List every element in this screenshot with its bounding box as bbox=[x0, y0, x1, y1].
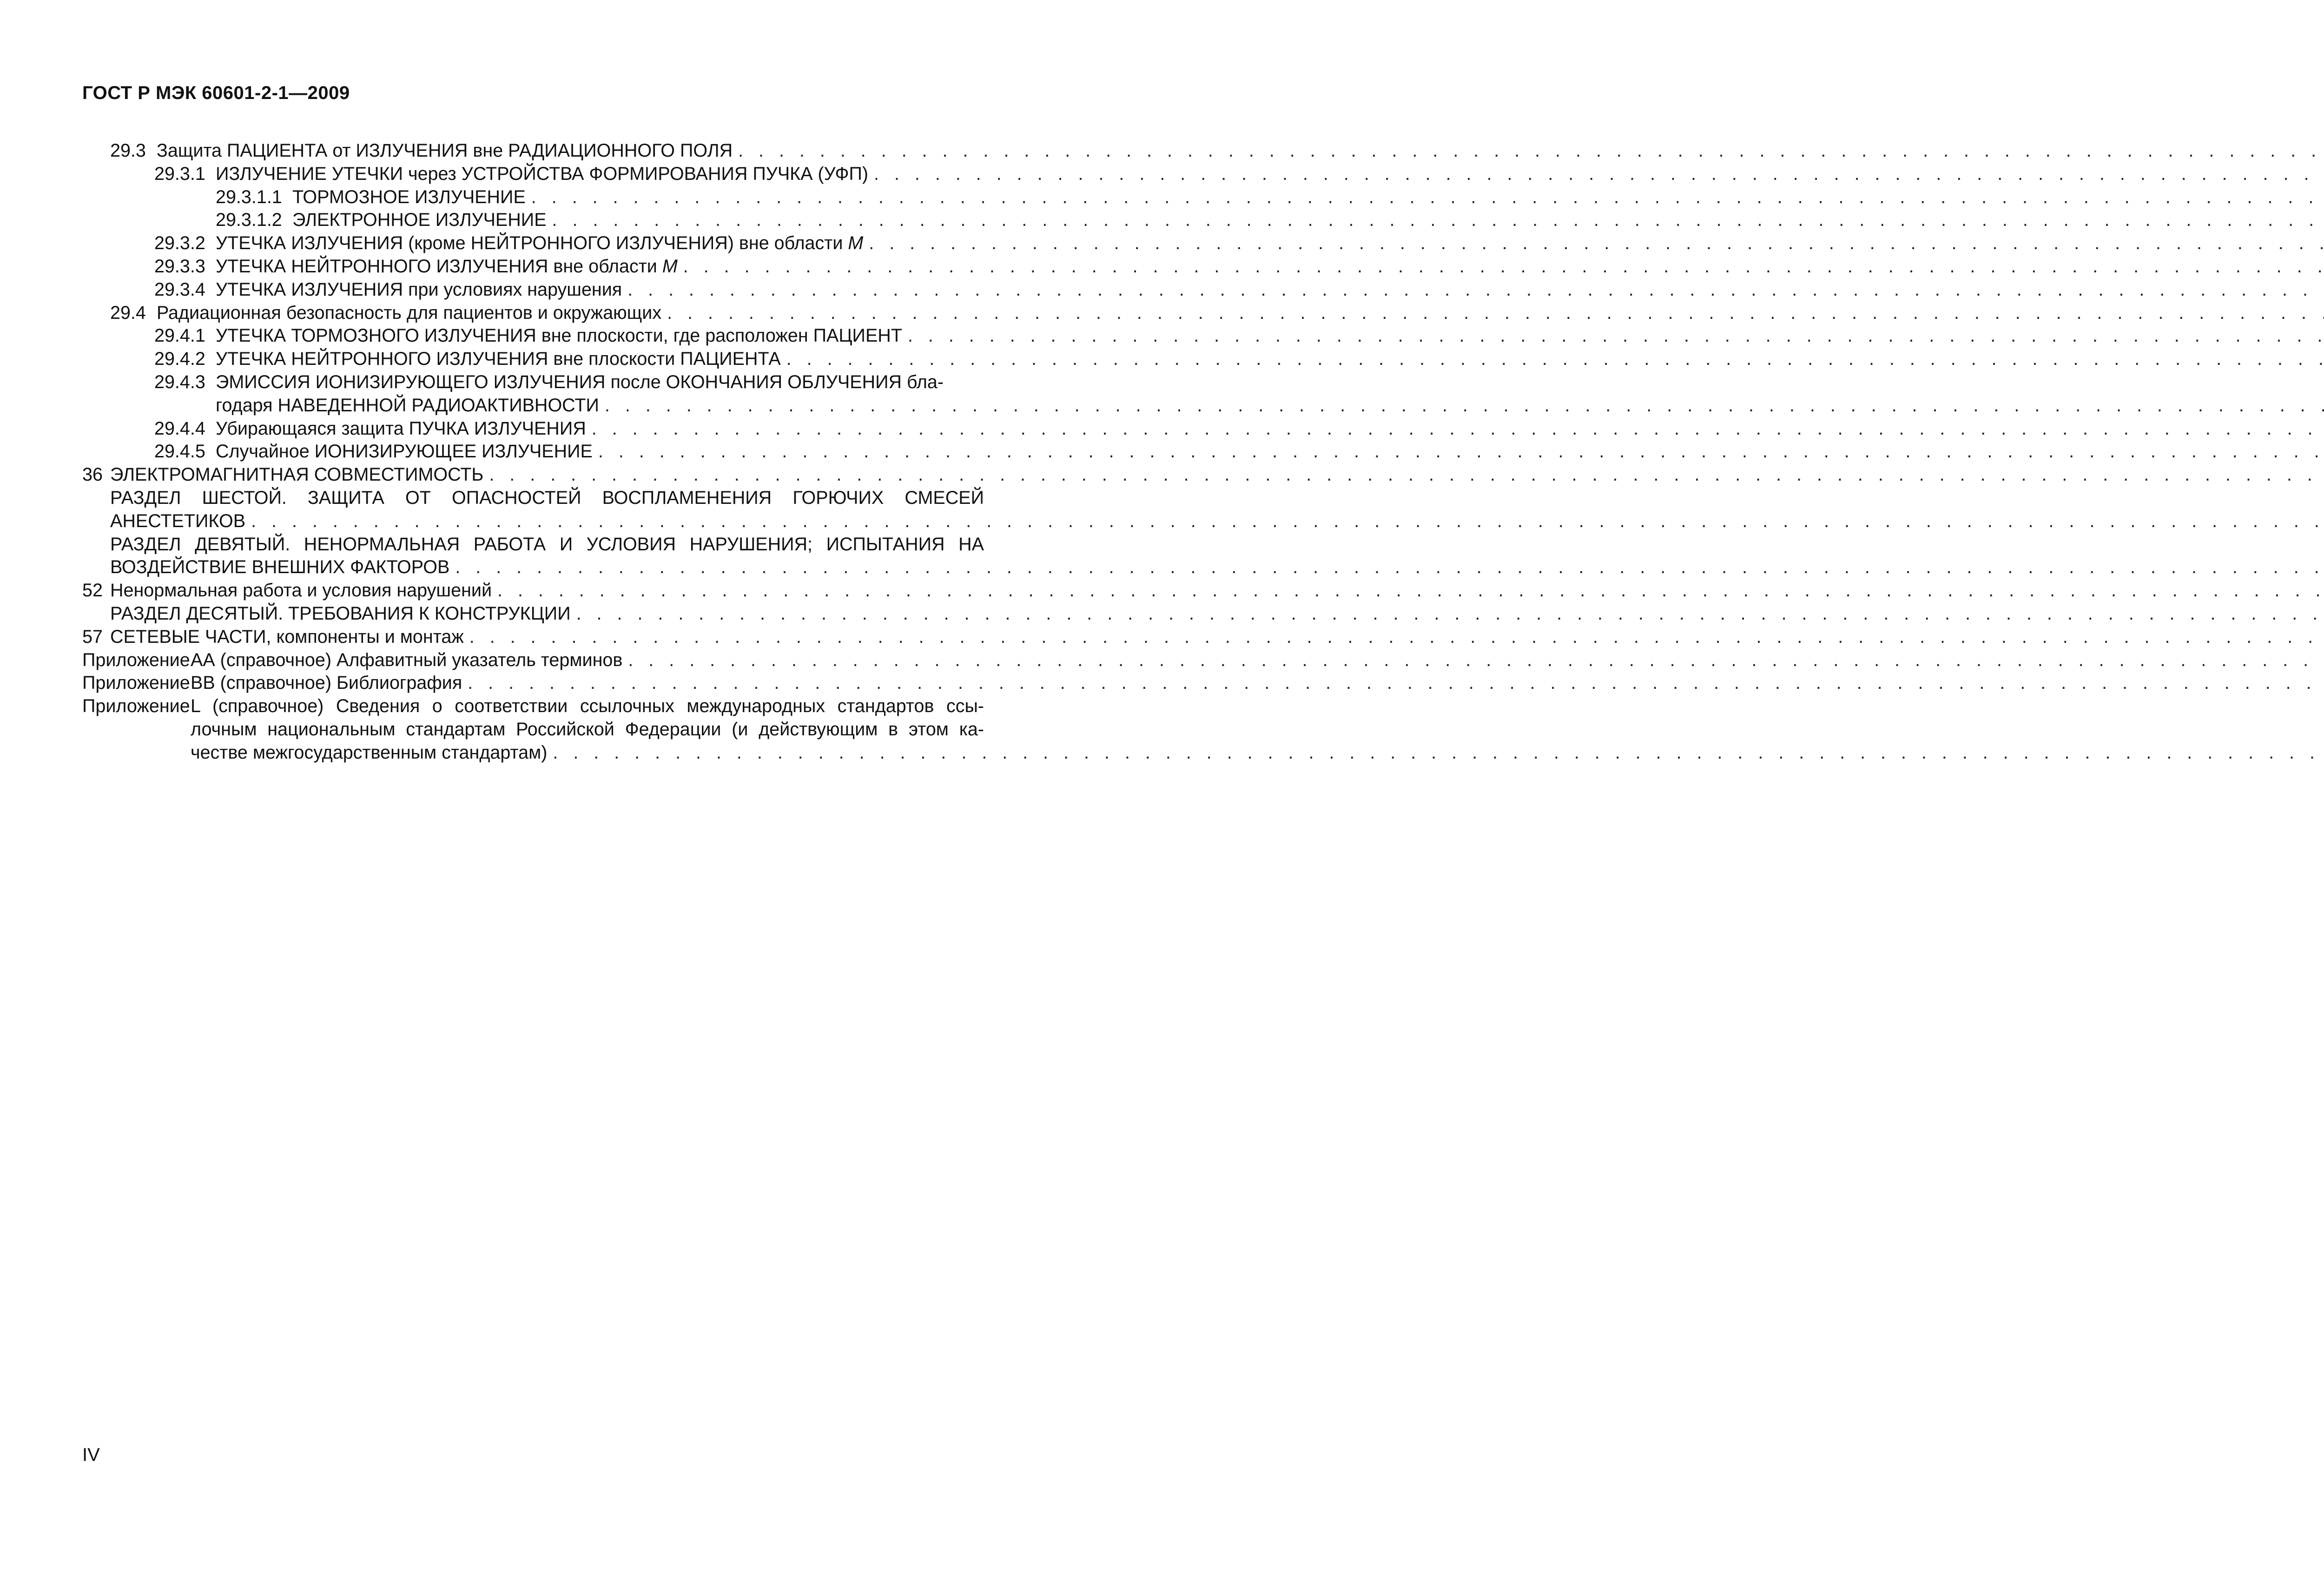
toc-number: 29.3.2 bbox=[154, 233, 205, 254]
toc-title: УТЕЧКА НЕЙТРОННОГО ИЗЛУЧЕНИЯ вне плоскости ПАЦИЕНТА bbox=[216, 349, 781, 370]
toc-title: ИЗЛУЧЕНИЕ УТЕЧКИ через УСТРОЙСТВА ФОРМИРОВАНИЯ ПУЧКА (УФП) bbox=[216, 163, 869, 184]
toc-entry-29-4-1 bbox=[82, 324, 1021, 348]
toc-number: 29.3.1 bbox=[154, 163, 205, 184]
toc-title: УТЕЧКА ИЗЛУЧЕНИЯ при условиях нарушения bbox=[216, 279, 622, 300]
toc-number: 36 bbox=[82, 464, 103, 485]
toc-entry-section-6 bbox=[82, 487, 1021, 533]
toc-title-line-2: АНЕСТЕТИКОВ bbox=[110, 510, 246, 531]
toc-leader bbox=[245, 510, 2324, 533]
toc-number: 29.3.4 bbox=[154, 279, 205, 300]
toc-entry-52 bbox=[82, 579, 1021, 602]
toc-title-line-3: честве межгосударственным стандартам) bbox=[191, 742, 548, 763]
toc-title bbox=[216, 255, 678, 278]
toc-title-line-1: РАЗДЕЛ ДЕВЯТЫЙ. НЕНОРМАЛЬНАЯ РАБОТА И УСЛОВИЯ НАРУШЕНИЯ; ИСПЫТАНИЯ НА bbox=[110, 534, 984, 555]
toc-number: 29.4.4 bbox=[154, 418, 205, 439]
toc-leader bbox=[586, 417, 2324, 441]
toc-entry-29-3-1-1 bbox=[82, 186, 1021, 209]
toc-entry-29-4-3 bbox=[82, 371, 1021, 417]
toc-leader bbox=[593, 440, 2324, 463]
toc-number: 57 bbox=[82, 626, 103, 647]
toc-number: Приложение bbox=[82, 649, 190, 670]
toc-entry-29-4-2 bbox=[82, 348, 1021, 371]
toc-leader bbox=[462, 672, 2324, 695]
toc-number: 29.3 bbox=[110, 140, 146, 161]
toc-leader bbox=[483, 463, 2324, 487]
toc-entry-36 bbox=[82, 463, 1021, 487]
toc-title: УТЕЧКА ТОРМОЗНОГО ИЗЛУЧЕНИЯ вне плоскости, где расположен ПАЦИЕНТ bbox=[216, 325, 902, 346]
toc-leader bbox=[464, 626, 2324, 649]
toc-entry-29-3-1 bbox=[82, 163, 1021, 186]
toc-leader bbox=[492, 579, 2324, 602]
toc-entry-section-10 bbox=[82, 602, 1021, 626]
toc-number: 29.4.1 bbox=[154, 325, 205, 346]
document-header: ГОСТ Р МЭК 60601-2-1—2009 bbox=[82, 83, 350, 103]
toc-leader bbox=[902, 324, 2324, 348]
toc-leader bbox=[678, 255, 2324, 278]
toc-title: ЭЛЕКТРОННОЕ ИЗЛУЧЕНИЕ bbox=[292, 210, 547, 231]
toc-title: Защита ПАЦИЕНТА от ИЗЛУЧЕНИЯ вне РАДИАЦИОННОГО ПОЛЯ bbox=[157, 140, 733, 161]
toc-title-line-2: лочным национальным стандартам Российской Федерации (и действующим в этом ка- bbox=[191, 719, 984, 740]
toc-number: 29.3.1.1 bbox=[216, 186, 282, 207]
toc-entry-appendix-bb bbox=[82, 672, 1021, 695]
toc-entry-29-4 bbox=[82, 302, 1021, 325]
toc-title-text: УТЕЧКА ИЗЛУЧЕНИЯ (кроме НЕЙТРОННОГО ИЗЛУЧЕНИЯ) вне области bbox=[216, 233, 843, 254]
toc-leader bbox=[781, 348, 2324, 371]
toc-title: Убирающаяся защита ПУЧКА ИЗЛУЧЕНИЯ bbox=[216, 418, 586, 439]
toc-title: ВВ (справочное) Библиография bbox=[191, 673, 462, 694]
toc-title: РАЗДЕЛ ДЕСЯТЫЙ. ТРЕБОВАНИЯ К КОНСТРУКЦИИ bbox=[110, 603, 571, 624]
toc-entry-29-3-3 bbox=[82, 255, 1021, 278]
toc-title-text: УТЕЧКА НЕЙТРОННОГО ИЗЛУЧЕНИЯ вне области bbox=[216, 256, 657, 277]
toc-title: ЭЛЕКТРОМАГНИТНАЯ СОВМЕСТИМОСТЬ bbox=[110, 464, 484, 485]
toc-number: 52 bbox=[82, 580, 103, 601]
toc-title: СЕТЕВЫЕ ЧАСТИ, компоненты и монтаж bbox=[110, 626, 464, 647]
toc-title-line-1: ЭМИССИЯ ИОНИЗИРУЮЩЕГО ИЗЛУЧЕНИЯ после ОКОНЧАНИЯ ОБЛУЧЕНИЯ бла- bbox=[216, 371, 944, 392]
toc-entry-appendix-l bbox=[82, 695, 1021, 764]
toc-leader bbox=[599, 394, 2324, 417]
toc-entry-29-3 bbox=[82, 139, 1021, 163]
toc-leader bbox=[449, 556, 2324, 579]
toc-entry-29-3-4 bbox=[82, 278, 1021, 302]
toc-leader bbox=[661, 302, 2324, 325]
toc-leader bbox=[547, 209, 2324, 232]
toc-title bbox=[216, 232, 863, 255]
toc-leader bbox=[863, 232, 2324, 255]
toc-number: Приложение bbox=[82, 673, 190, 694]
toc-title: Случайное ИОНИЗИРУЮЩЕЕ ИЗЛУЧЕНИЕ bbox=[216, 441, 593, 462]
toc-leader bbox=[571, 602, 2324, 626]
toc-number: 29.4.5 bbox=[154, 441, 205, 462]
toc-entry-29-3-2 bbox=[82, 232, 1021, 255]
toc-number: Приложение bbox=[82, 696, 190, 717]
toc-entry-57 bbox=[82, 626, 1021, 649]
toc-title-italic: M bbox=[662, 256, 678, 277]
toc-title-line-2: ВОЗДЕЙСТВИЕ ВНЕШНИХ ФАКТОРОВ bbox=[110, 557, 450, 578]
toc-title: Ненормальная работа и условия нарушений bbox=[110, 580, 492, 601]
toc-leader bbox=[622, 278, 2324, 302]
toc-entry-29-3-1-2 bbox=[82, 209, 1021, 232]
toc-number: 29.3.1.2 bbox=[216, 210, 282, 231]
toc-entry-appendix-aa bbox=[82, 649, 1021, 672]
toc-title-italic: M bbox=[848, 233, 864, 254]
toc-entry-29-4-5 bbox=[82, 440, 1021, 463]
toc-number: 29.4.2 bbox=[154, 349, 205, 370]
toc-title-line-1: L (справочное) Сведения о соответствии ссылочных международных стандартов ссы- bbox=[191, 696, 984, 717]
toc-number: 29.4.3 bbox=[154, 371, 205, 392]
page-number: IV bbox=[82, 1445, 100, 1465]
toc-title: АА (справочное) Алфавитный указатель терминов bbox=[191, 649, 623, 670]
toc-title-line-1: РАЗДЕЛ ШЕСТОЙ. ЗАЩИТА ОТ ОПАСНОСТЕЙ ВОСПЛАМЕНЕНИЯ ГОРЮЧИХ СМЕСЕЙ bbox=[110, 487, 984, 508]
toc-leader bbox=[526, 186, 2324, 209]
toc-title-line-2: годаря НАВЕДЕННОЙ РАДИОАКТИВНОСТИ bbox=[216, 395, 599, 416]
toc-entry-section-9 bbox=[82, 533, 1021, 580]
toc-title: ТОРМОЗНОЕ ИЗЛУЧЕНИЕ bbox=[292, 186, 526, 207]
toc-leader bbox=[622, 649, 2324, 672]
toc-number: 29.4 bbox=[110, 302, 146, 323]
toc-number: 29.3.3 bbox=[154, 256, 205, 277]
toc-leader bbox=[547, 741, 2324, 765]
toc-leader bbox=[733, 139, 2324, 163]
toc-title: Радиационная безопасность для пациентов и окружающих bbox=[157, 302, 662, 323]
table-of-contents bbox=[82, 139, 1021, 765]
toc-leader bbox=[868, 163, 2324, 186]
toc-entry-29-4-4 bbox=[82, 417, 1021, 441]
